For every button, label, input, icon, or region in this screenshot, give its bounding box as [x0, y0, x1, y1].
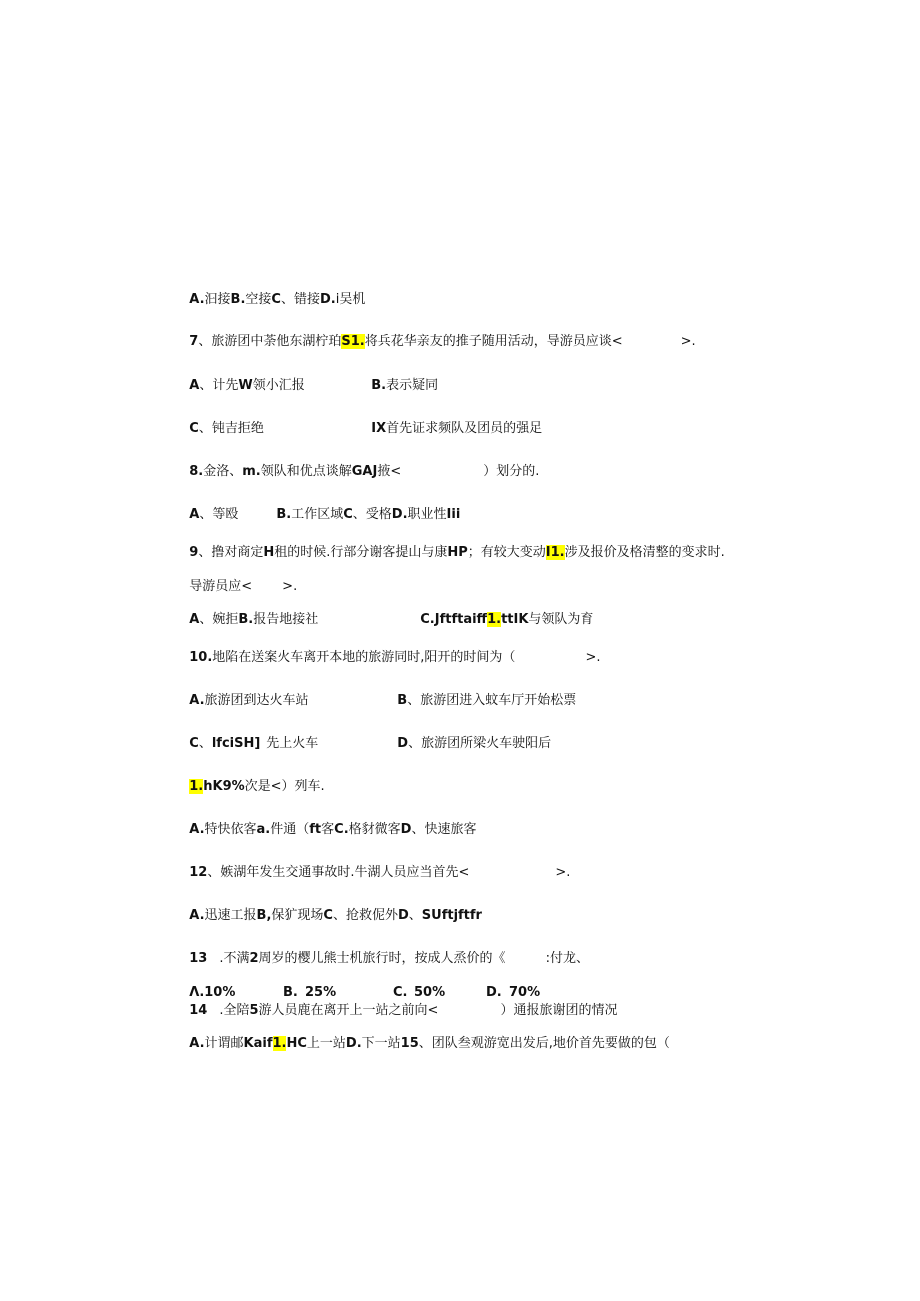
option-d-text: 下一站	[361, 1036, 401, 1051]
question-text: 、旅游团中荼他东湖柠珀	[198, 334, 342, 349]
question-number: 9	[189, 545, 199, 560]
question-text-cont: 领队和优点谈解	[260, 464, 352, 479]
option-c-marker: C.	[334, 822, 349, 837]
option-a-text: 迅速工报	[204, 908, 257, 923]
option-c-marker: C	[343, 507, 353, 522]
question-11	[181, 760, 325, 796]
option-b-text: 空接	[245, 292, 272, 307]
option-c-marker: C.	[393, 985, 408, 1000]
option-b-text: 保犷现场	[271, 908, 324, 923]
option-text: 、钝吉拒绝	[198, 421, 264, 436]
option-a-text: 、等殴	[199, 507, 239, 522]
option-marker: B	[397, 693, 408, 708]
option-c-bold: ttIK	[501, 612, 529, 627]
option-a-bold: Kaif	[243, 1036, 273, 1051]
option-a-text: 计谓邮	[204, 1036, 244, 1051]
options-prev-question	[181, 273, 365, 309]
option-b-marker: B.	[283, 985, 298, 1000]
option-c-text: 、错接	[280, 292, 320, 307]
option-d-text-bold: Iii	[446, 507, 461, 522]
question-9-options-ab	[181, 593, 318, 629]
question-text-bold: 2	[249, 951, 259, 966]
question-text-bold: hK9%	[203, 779, 245, 794]
option-c-text: 、受格	[352, 507, 392, 522]
question-text-end: ）通报旅谢团的情况	[500, 1003, 618, 1018]
question-14-options	[181, 1017, 670, 1053]
option-c-marker: C	[323, 908, 333, 923]
option-d-marker: D	[397, 908, 409, 923]
question-blank-end: >.	[585, 650, 601, 665]
option-a-marker: A.	[189, 292, 205, 307]
question-14	[181, 984, 617, 1020]
option-d-marker: D	[400, 822, 412, 837]
question-10-option-d	[389, 717, 551, 753]
option-text-cont: 领小汇报	[252, 378, 305, 393]
option-marker: A	[189, 378, 200, 393]
option-a-marker: A.	[189, 1036, 205, 1051]
option-c-text: 与领队为育	[528, 612, 594, 627]
question-number: 14	[189, 1003, 208, 1018]
question-text: .不满	[219, 951, 250, 966]
question-number: 12	[189, 865, 208, 880]
question-text-end: 涉及报价及格清整的变求时.	[564, 545, 725, 560]
option-b-marker: a.	[256, 822, 271, 837]
question-text-end: ）划分的.	[483, 464, 540, 479]
question-7-option-b	[363, 359, 438, 395]
question-number: 10.	[189, 650, 213, 665]
question-text-bold: m.	[242, 464, 261, 479]
question-text: 、撸对商定	[198, 545, 264, 560]
question-text: 、嫉湖年发生交通事故时.牛湖人员应当首先<	[207, 865, 470, 880]
question-10-option-b	[389, 674, 576, 710]
question-number: 8.	[189, 464, 204, 479]
option-a-marker: A.	[189, 908, 205, 923]
option-b-bold: ft	[309, 822, 322, 837]
option-b-text: 报告地接社	[253, 612, 319, 627]
option-a-marker: A	[189, 612, 200, 627]
option-c-text: 上一站	[306, 1036, 346, 1051]
question-15-number: 15	[400, 1036, 419, 1051]
question-text-end: :付龙、	[545, 951, 589, 966]
option-b-text: 工作区域	[291, 507, 344, 522]
question-text-cont-2: 掖<	[377, 464, 402, 479]
option-a: Λ.10%	[189, 985, 236, 1000]
question-text: 地陷在送案火车离开本地的旅游同时,阳开的时间为（	[212, 650, 516, 665]
option-b-text: 件通（	[270, 822, 310, 837]
question-text-bold-2: HP	[447, 545, 468, 560]
option-d-marker: D.	[391, 507, 408, 522]
option-marker: C	[189, 736, 199, 751]
option-a-text: 特快依客	[204, 822, 257, 837]
option-d-sep: 、	[408, 908, 422, 923]
option-b-value: 25%	[305, 985, 337, 1000]
question-8	[181, 445, 539, 481]
question-number: 7	[189, 334, 199, 349]
option-b-marker: B.	[230, 292, 246, 307]
question-blank-end: >.	[555, 865, 571, 880]
question-7-option-c	[181, 402, 264, 438]
option-b-marker: B.	[276, 507, 292, 522]
option-marker: C	[189, 421, 199, 436]
highlighted-text: 1.	[272, 1036, 287, 1051]
highlighted-text: 1.	[487, 612, 502, 627]
option-text: 、旅游团进入蚊车厅开始松票	[407, 693, 577, 708]
highlighted-text: 1.	[189, 779, 204, 794]
option-d-marker: D.	[319, 292, 336, 307]
option-d-text: SUftjftfr	[421, 908, 482, 923]
question-10-option-a	[181, 674, 309, 710]
question-text-cont: 周岁的樱儿熊士机旅行时，按成人烝价的《	[258, 951, 506, 966]
option-a-marker: A	[189, 507, 200, 522]
option-d-marker: D.	[486, 985, 502, 1000]
option-a-marker: A.	[189, 822, 205, 837]
question-7	[181, 315, 696, 351]
option-a-text: 、婉拒	[199, 612, 239, 627]
option-c-text: 、抢救伲外	[332, 908, 398, 923]
option-text: 、旅游团所梁火车驶阳后	[408, 736, 552, 751]
question-text-cont: 游人员鹿在离开上一站之前向<	[258, 1003, 439, 1018]
question-7-option-a	[181, 359, 305, 395]
question-9-option-c	[412, 593, 593, 629]
question-9-cont	[181, 560, 297, 596]
question-text-cont: 将兵花华亲友的推子随用活动，导游员应谈<	[364, 334, 623, 349]
question-text-bold: H	[263, 545, 275, 560]
option-marker: D	[397, 736, 409, 751]
option-c-marker: C	[271, 292, 281, 307]
question-7-option-d	[363, 402, 542, 438]
option-marker: IX	[371, 421, 387, 436]
question-text: 金洛、	[203, 464, 243, 479]
question-13	[181, 932, 589, 968]
question-text-bold-2: GAJ	[351, 464, 378, 479]
option-c-marker: C.Jftftaiff	[420, 612, 488, 627]
question-12	[181, 846, 570, 882]
option-text-bold: lfciSH]	[211, 736, 261, 751]
option-text: 表示疑同	[386, 378, 439, 393]
option-b-text-cont: 客	[321, 822, 335, 837]
option-text: 首先证求频队及团员的强足	[386, 421, 543, 436]
question-text: .全陪	[219, 1003, 250, 1018]
option-c-text: 格豺微客	[348, 822, 401, 837]
question-text-cont-2: ；有较大变动	[467, 545, 546, 560]
question-text-bold: 5	[249, 1003, 259, 1018]
option-text: 、	[198, 736, 212, 751]
question-12-options	[181, 889, 482, 925]
highlighted-text: I1.	[545, 545, 565, 560]
option-d-marker: D.	[345, 1036, 362, 1051]
question-10-option-c	[181, 717, 318, 753]
question-text: 导游员应<	[189, 579, 253, 594]
highlighted-text: S1.	[341, 334, 365, 349]
option-text-bold: W	[238, 378, 253, 393]
option-b-marker: B,	[256, 908, 272, 923]
option-marker: B.	[371, 378, 387, 393]
question-10	[181, 631, 600, 667]
question-9	[181, 526, 725, 562]
option-d-value: 70%	[509, 985, 541, 1000]
option-text-cont: 先上火车	[266, 736, 319, 751]
option-text: 旅游团到达火车站	[204, 693, 309, 708]
question-text-cont: 租的时候.行部分谢客提山与康	[274, 545, 448, 560]
question-blank-end: >.	[680, 334, 696, 349]
option-d-text: 职业性	[407, 507, 447, 522]
option-d-text: i吴机	[335, 292, 366, 307]
question-15-text: 、团队叁观游宽出发后,地价首先要做的包（	[418, 1036, 670, 1051]
question-8-options	[181, 488, 460, 524]
question-text: 次是<）列车.	[244, 779, 325, 794]
option-c-value: 50%	[414, 985, 446, 1000]
option-a-text: 汩接	[204, 292, 231, 307]
option-d-text: 、快速旅客	[411, 822, 477, 837]
question-number: 13	[189, 951, 208, 966]
option-c-bold: HC	[286, 1036, 307, 1051]
question-11-options	[181, 803, 476, 839]
option-text: 、计先	[199, 378, 239, 393]
option-marker: A.	[189, 693, 205, 708]
option-b-marker: B.	[238, 612, 254, 627]
question-blank-end: >.	[282, 579, 298, 594]
